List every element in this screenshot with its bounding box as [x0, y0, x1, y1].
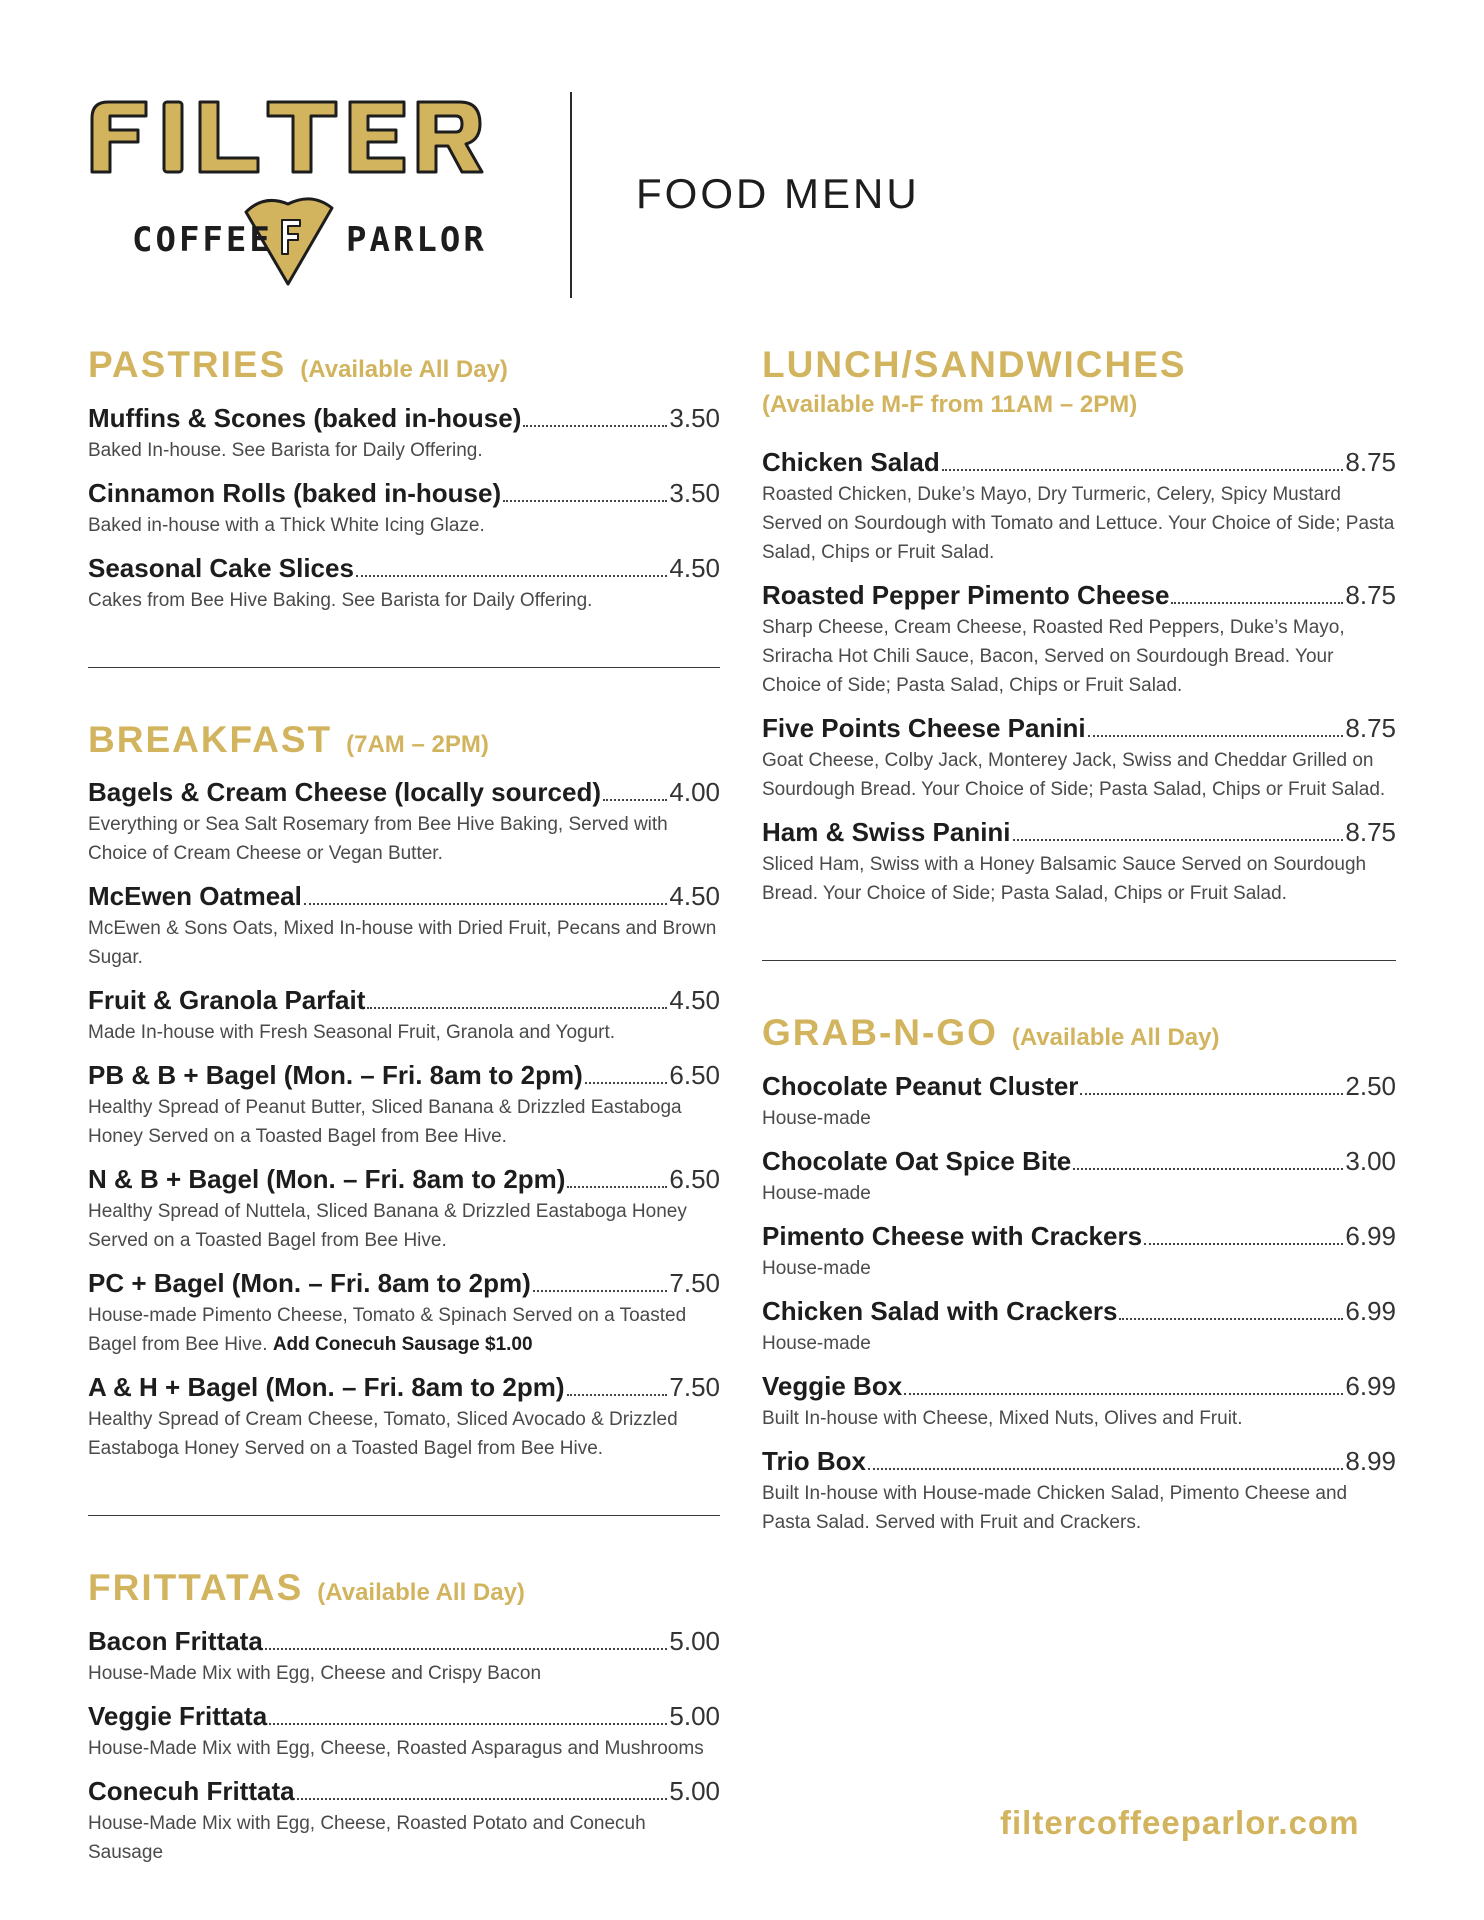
dot-leader: [1144, 1243, 1343, 1245]
menu-item-name: Veggie Box: [762, 1370, 903, 1401]
logo-left-text: COFFEE: [132, 220, 273, 260]
website-link[interactable]: filtercoffeeparlor.com: [1000, 1804, 1360, 1841]
dot-leader: [533, 1290, 668, 1292]
menu-item-name: Veggie Frittata: [88, 1701, 268, 1732]
menu-item-description-text: Roasted Chicken, Duke’s Mayo, Dry Turmeric, Celery, Spicy Mustard Served on Sourdough with Tomato and Lettuce. Your Choice of Side; Pasta Salad, Chips or Fruit Salad.: [762, 484, 1395, 564]
menu-item-price: 4.50: [669, 881, 720, 912]
menu-item-name: Roasted Pepper Pimento Cheese: [762, 580, 1170, 611]
menu-item-price: 5.00: [669, 1626, 720, 1657]
menu-item-line: [88, 550, 720, 586]
left-column: [88, 345, 720, 1877]
menu-item: [88, 1623, 720, 1688]
menu-item-name: McEwen Oatmeal: [88, 881, 302, 912]
menu-item-description: [88, 1197, 720, 1255]
menu-item-price: 8.99: [1345, 1445, 1396, 1476]
menu-item: [88, 400, 720, 465]
menu-item: [762, 1443, 1396, 1537]
menu-item: [88, 475, 720, 540]
dot-leader: [942, 469, 1344, 471]
menu-item: [88, 1369, 720, 1463]
menu-item-line: [88, 1623, 720, 1659]
menu-item: [88, 1161, 720, 1255]
menu-item-line: [88, 774, 720, 810]
menu-item: [762, 1368, 1396, 1433]
menu-item-description: [88, 810, 720, 868]
section-availability: (Available All Day): [300, 356, 508, 383]
section-breakfast: [88, 720, 720, 1464]
section-availability: (Available M-F from 11AM – 2PM): [762, 390, 1138, 418]
dot-leader: [1013, 839, 1344, 841]
menu-item-price: 7.50: [669, 1372, 720, 1403]
menu-item: [762, 1068, 1396, 1133]
dot-leader: [1088, 735, 1344, 737]
menu-item-line: [762, 814, 1396, 850]
menu-item-name: PB & B + Bagel (Mon. – Fri. 8am to 2pm): [88, 1060, 583, 1091]
menu-item-description: [762, 1479, 1396, 1537]
menu-item-description-text: Healthy Spread of Peanut Butter, Sliced Banana & Drizzled Eastaboga Honey Served on a Toasted Bagel from Bee Hive.: [88, 1097, 682, 1148]
menu-item-description: [762, 1104, 1396, 1133]
menu-item-description: [88, 1659, 720, 1688]
menu-item-description: [762, 480, 1396, 567]
section-lunch: [762, 345, 1396, 908]
menu-item-description: [88, 1301, 720, 1359]
filter-logo-mark: [88, 92, 508, 292]
menu-item-price: 3.00: [1345, 1145, 1396, 1176]
menu-item-line: [88, 1698, 720, 1734]
menu-item-name: Muffins & Scones (baked in-house): [88, 402, 522, 433]
menu-item-line: [762, 1293, 1396, 1329]
menu-item-description: [762, 1404, 1396, 1433]
dot-leader: [356, 575, 667, 577]
menu-item-description: [88, 511, 720, 540]
menu-item-line: [88, 982, 720, 1018]
menu-item-price: 4.00: [669, 777, 720, 808]
dot-leader: [1073, 1168, 1343, 1170]
section-title: PASTRIES: [88, 344, 287, 385]
menu-item: [762, 577, 1396, 700]
menu-item-price: 4.50: [669, 985, 720, 1016]
menu-item: [762, 1293, 1396, 1358]
menu-item: [762, 710, 1396, 804]
menu-item-price: 8.75: [1345, 817, 1396, 848]
menu-item-name: Seasonal Cake Slices: [88, 552, 354, 583]
menu-item: [88, 1265, 720, 1359]
menu-item-price: 5.00: [669, 1776, 720, 1807]
menu-item-description-text: Healthy Spread of Nuttela, Sliced Banana & Drizzled Eastaboga Honey Served on a Toasted Bagel from Bee Hive.: [88, 1201, 687, 1252]
dot-leader: [297, 1798, 668, 1800]
menu-item-line: [88, 1057, 720, 1093]
menu-item-description: [88, 1093, 720, 1151]
menu-item-price: 2.50: [1345, 1070, 1396, 1101]
dot-leader: [1080, 1093, 1343, 1095]
menu-item-name: A & H + Bagel (Mon. – Fri. 8am to 2pm): [88, 1372, 565, 1403]
menu-item: [762, 814, 1396, 908]
menu-item: [88, 982, 720, 1047]
dot-leader: [567, 1394, 668, 1396]
menu-item-description: [762, 1329, 1396, 1358]
menu-item-price: 7.50: [669, 1268, 720, 1299]
menu-item-description: [762, 850, 1396, 908]
menu-item-name: Bagels & Cream Cheese (locally sourced): [88, 777, 601, 808]
menu-item-description: [88, 586, 720, 615]
menu-item-line: [88, 475, 720, 511]
menu-item-description-text: Built In-house with Cheese, Mixed Nuts, Olives and Fruit.: [762, 1407, 1243, 1429]
menu-item-line: [762, 710, 1396, 746]
menu-item-description-text: House-Made Mix with Egg, Cheese and Crispy Bacon: [88, 1663, 542, 1685]
menu-item-description-text: Sharp Cheese, Cream Cheese, Roasted Red Peppers, Duke’s Mayo, Sriracha Hot Chili Sauce, Bacon, Served on Sourdough Bread. Your Choice of Side; Pasta Salad, Chips or Fruit Salad.: [762, 617, 1345, 697]
menu-item-description: [762, 746, 1396, 804]
menu-item: [762, 1218, 1396, 1283]
menu-item-name: Chocolate Peanut Cluster: [762, 1070, 1079, 1101]
menu-item-line: [88, 1161, 720, 1197]
menu-item-line: [88, 878, 720, 914]
menu-item-description-text: House-made: [762, 1332, 871, 1354]
menu-item: [762, 444, 1396, 567]
menu-item-name: Ham & Swiss Panini: [762, 817, 1011, 848]
menu-item-description-text: Baked in-house with a Thick White Icing Glaze.: [88, 514, 485, 536]
menu-item-line: [762, 1068, 1396, 1104]
menu-item-description: [88, 1809, 720, 1867]
menu-item-name: N & B + Bagel (Mon. – Fri. 8am to 2pm): [88, 1164, 566, 1195]
header: [88, 92, 1388, 302]
menu-item-price: 6.50: [669, 1164, 720, 1195]
section-availability: (7AM – 2PM): [346, 730, 489, 758]
menu-item-price: 3.50: [669, 402, 720, 433]
menu-item-line: [88, 1369, 720, 1405]
dot-leader: [304, 903, 668, 905]
section-title: BREAKFAST: [88, 718, 333, 760]
menu-item-description-text: Cakes from Bee Hive Baking. See Barista for Daily Offering.: [88, 589, 593, 611]
menu-item-name: Trio Box: [762, 1445, 867, 1476]
dot-leader: [567, 1186, 667, 1188]
menu-item: [88, 1773, 720, 1867]
dot-leader: [603, 799, 667, 801]
menu-item-price: 8.75: [1345, 713, 1396, 744]
section-title: FRITTATAS: [88, 1567, 304, 1609]
menu-item-description: [762, 613, 1396, 700]
menu-item-description: [88, 1018, 720, 1047]
menu-item-line: [762, 1443, 1396, 1479]
section-title: GRAB-N-GO: [762, 1012, 998, 1054]
menu-item-name: Chocolate Oat Spice Bite: [762, 1145, 1072, 1176]
menu-item: [88, 774, 720, 868]
menu-item-description-text: House-made: [762, 1107, 871, 1129]
menu-item-price: 4.50: [669, 552, 720, 583]
section-grab-n-go: [762, 1013, 1396, 1537]
menu-item-name: Bacon Frittata: [88, 1626, 263, 1657]
filter-logo: [88, 92, 508, 292]
section-frittatas: [88, 1568, 720, 1867]
page-title: FOOD MENU: [636, 170, 920, 217]
menu-item-description-text: Everything or Sea Salt Rosemary from Bee Hive Baking, Served with Choice of Cream Cheese or Vegan Butter.: [88, 814, 668, 865]
dot-leader: [1119, 1318, 1343, 1320]
dot-leader: [585, 1082, 668, 1084]
menu-item-description-text: House-Made Mix with Egg, Cheese, Roasted Asparagus and Mushrooms: [88, 1738, 704, 1760]
menu-item-description: [762, 1254, 1396, 1283]
section-divider: [88, 1515, 720, 1516]
dot-leader: [1171, 602, 1343, 604]
dot-leader: [868, 1468, 1343, 1470]
menu-item-name: Cinnamon Rolls (baked in-house): [88, 477, 502, 508]
dot-leader: [503, 500, 667, 502]
menu-item-description-text: Baked In-house. See Barista for Daily Offering.: [88, 439, 483, 461]
menu-item-description: [88, 1734, 720, 1763]
section-availability: (Available All Day): [1011, 1024, 1220, 1052]
menu-item-line: [762, 444, 1396, 480]
dot-leader: [523, 425, 667, 427]
menu-item-description-text: Sliced Ham, Swiss with a Honey Balsamic Sauce Served on Sourdough Bread. Your Choice of Side; Pasta Salad, Chips or Fruit Salad.: [762, 854, 1367, 905]
menu-item-description-text: House-made: [762, 1257, 871, 1279]
menu-item-line: [762, 1218, 1396, 1254]
menu-item: [88, 1057, 720, 1151]
menu-item-description-text: Made In-house with Fresh Seasonal Fruit, Granola and Yogurt.: [88, 1022, 616, 1044]
section-divider: [88, 667, 720, 668]
right-column: [762, 345, 1396, 1547]
menu-item-price: 3.50: [669, 477, 720, 508]
menu-item-description-text: McEwen & Sons Oats, Mixed In-house with Dried Fruit, Pecans and Brown Sugar.: [88, 918, 717, 969]
menu-item-description-text: Healthy Spread of Cream Cheese, Tomato, Sliced Avocado & Drizzled Eastaboga Honey Served on a Toasted Bagel from Bee Hive.: [88, 1409, 678, 1460]
section-availability: (Available All Day): [317, 1579, 525, 1607]
logo-right-text: PARLOR: [346, 220, 487, 260]
menu-item-description: [88, 1405, 720, 1463]
menu-item-name: Pimento Cheese with Crackers: [762, 1220, 1143, 1251]
menu-item: [762, 1143, 1396, 1208]
menu-item-line: [762, 1368, 1396, 1404]
menu-item-name: Chicken Salad with Crackers: [762, 1295, 1118, 1326]
menu-item-line: [88, 1265, 720, 1301]
menu-item-price: 6.99: [1345, 1370, 1396, 1401]
menu-item-name: Conecuh Frittata: [88, 1776, 295, 1807]
section-pastries: [88, 345, 720, 615]
menu-item-price: 6.50: [669, 1060, 720, 1091]
header-divider: [570, 92, 572, 298]
menu-item-line: [88, 400, 720, 436]
dot-leader: [265, 1648, 668, 1650]
menu-item-description: [88, 914, 720, 972]
menu-item-description-text: House-made: [762, 1182, 871, 1204]
menu-item-description-text: House-made Pimento Cheese, Tomato & Spinach Served on a Toasted Bagel from Bee Hive.: [88, 1305, 687, 1356]
menu-item-name: Fruit & Granola Parfait: [88, 985, 366, 1016]
dot-leader: [367, 1007, 667, 1009]
menu-item-price: 8.75: [1345, 447, 1396, 478]
menu-item-price: 8.75: [1345, 580, 1396, 611]
menu-item-name: Chicken Salad: [762, 447, 940, 478]
menu-item-addon: Add Conecuh Sausage $1.00: [272, 1334, 533, 1356]
menu-item-line: [88, 1773, 720, 1809]
menu-item-price: 6.99: [1345, 1295, 1396, 1326]
menu-item-price: 6.99: [1345, 1220, 1396, 1251]
menu-item-description-text: Goat Cheese, Colby Jack, Monterey Jack, Swiss and Cheddar Grilled on Sourdough Bread. Your Choice of Side; Pasta Salad, Chips or Fruit Salad.: [762, 750, 1386, 801]
menu-item: [88, 550, 720, 615]
dot-leader: [269, 1723, 667, 1725]
section-title: LUNCH/SANDWICHES: [762, 344, 1187, 385]
menu-item-line: [762, 577, 1396, 613]
menu-item-description: [88, 436, 720, 465]
menu-item-name: Five Points Cheese Panini: [762, 713, 1086, 744]
menu-item-description: [762, 1179, 1396, 1208]
menu-item: [88, 1698, 720, 1763]
menu-item-name: PC + Bagel (Mon. – Fri. 8am to 2pm): [88, 1268, 531, 1299]
dot-leader: [904, 1393, 1343, 1395]
menu-item: [88, 878, 720, 972]
menu-item-description-text: House-Made Mix with Egg, Cheese, Roasted Potato and Conecuh Sausage: [88, 1813, 646, 1864]
menu-item-line: [762, 1143, 1396, 1179]
section-divider: [762, 960, 1396, 961]
menu-item-description-text: Built In-house with House-made Chicken Salad, Pimento Cheese and Pasta Salad. Served with Fruit and Crackers.: [762, 1482, 1348, 1533]
menu-item-price: 5.00: [669, 1701, 720, 1732]
